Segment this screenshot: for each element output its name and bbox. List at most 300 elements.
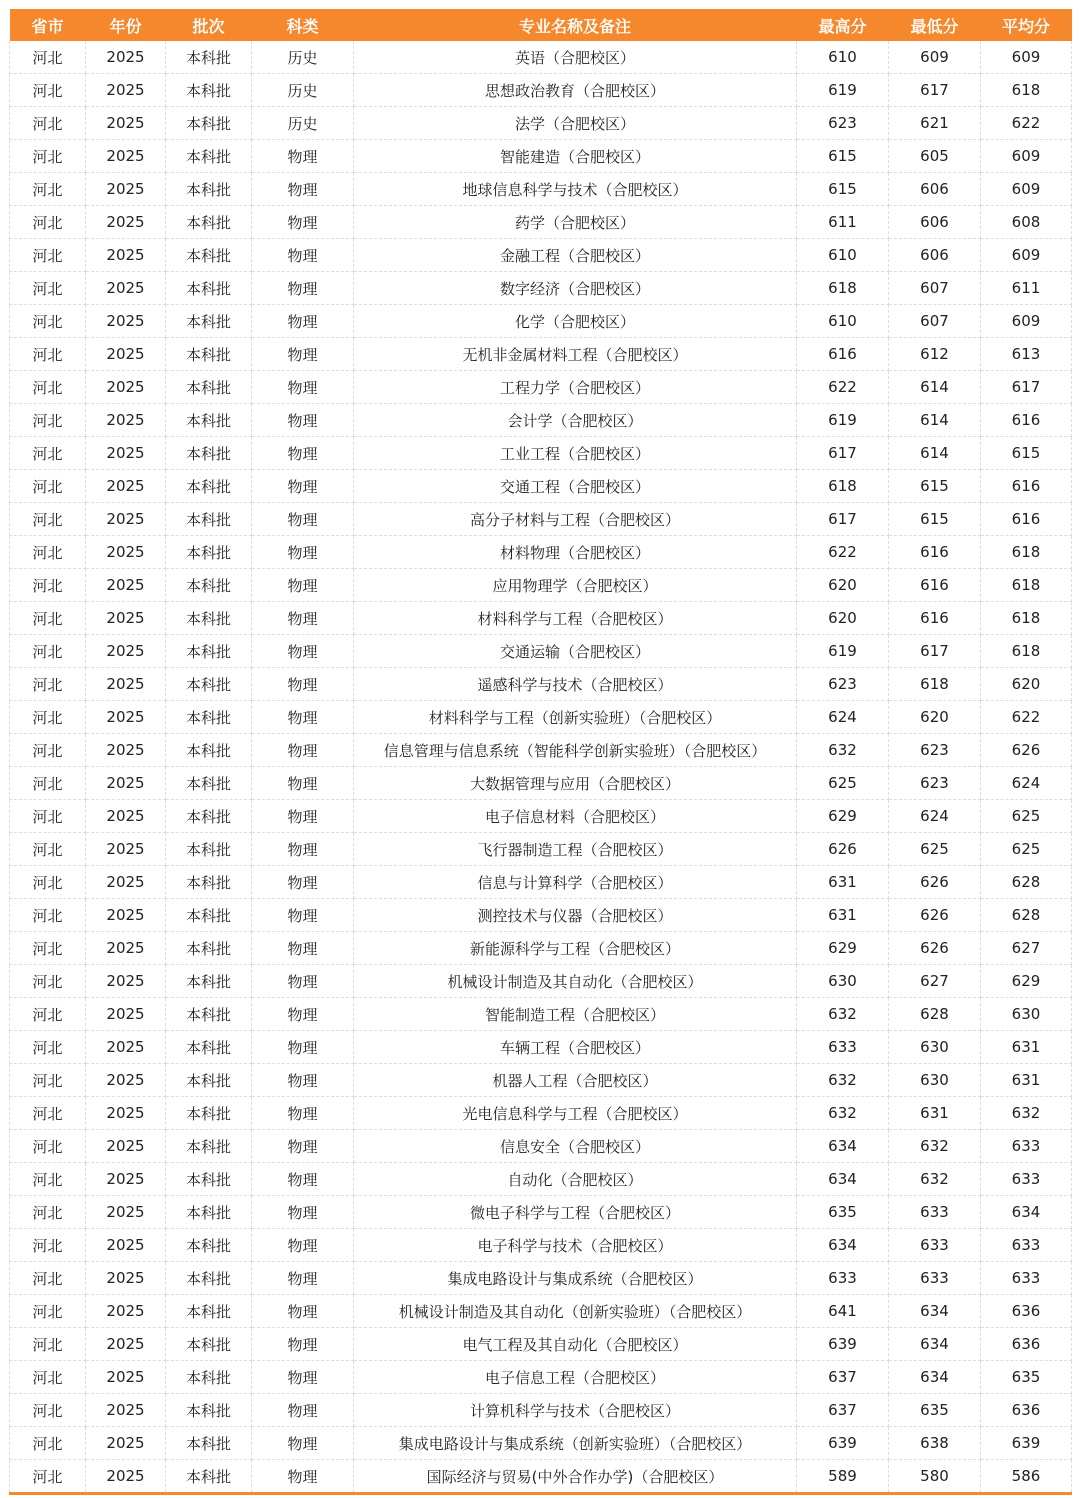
cell-major: 国际经济与贸易(中外合作办学)（合肥校区） [354, 1460, 797, 1494]
table-row [10, 1460, 1072, 1494]
cell-max-score: 631 [797, 866, 889, 899]
cell-province: 河北 [10, 701, 86, 734]
cell-major: 地球信息科学与技术（合肥校区） [354, 173, 797, 206]
cell-batch: 本科批 [166, 239, 252, 272]
cell-subject-type: 物理 [252, 173, 354, 206]
cell-year: 2025 [86, 1427, 166, 1460]
cell-max-score: 615 [797, 140, 889, 173]
cell-major: 智能制造工程（合肥校区） [354, 998, 797, 1031]
cell-min-score: 623 [889, 767, 981, 800]
cell-year: 2025 [86, 1031, 166, 1064]
cell-max-score: 617 [797, 503, 889, 536]
cell-province: 河北 [10, 404, 86, 437]
cell-province: 河北 [10, 1328, 86, 1361]
cell-batch: 本科批 [166, 1064, 252, 1097]
cell-major: 高分子材料与工程（合肥校区） [354, 503, 797, 536]
cell-major: 集成电路设计与集成系统（创新实验班）（合肥校区） [354, 1427, 797, 1460]
cell-year: 2025 [86, 206, 166, 239]
cell-max-score: 619 [797, 635, 889, 668]
cell-subject-type: 物理 [252, 800, 354, 833]
cell-avg-score: 618 [981, 536, 1072, 569]
cell-subject-type: 历史 [252, 41, 354, 74]
cell-min-score: 635 [889, 1394, 981, 1427]
cell-batch: 本科批 [166, 1295, 252, 1328]
cell-min-score: 628 [889, 998, 981, 1031]
table-row [10, 932, 1072, 965]
cell-major: 飞行器制造工程（合肥校区） [354, 833, 797, 866]
cell-batch: 本科批 [166, 305, 252, 338]
table-row [10, 140, 1072, 173]
cell-province: 河北 [10, 1295, 86, 1328]
cell-major: 新能源科学与工程（合肥校区） [354, 932, 797, 965]
cell-province: 河北 [10, 206, 86, 239]
table-row [10, 635, 1072, 668]
cell-major: 机械设计制造及其自动化（合肥校区） [354, 965, 797, 998]
cell-batch: 本科批 [166, 1130, 252, 1163]
cell-avg-score: 633 [981, 1262, 1072, 1295]
table-row [10, 866, 1072, 899]
cell-max-score: 610 [797, 239, 889, 272]
cell-min-score: 616 [889, 569, 981, 602]
cell-max-score: 616 [797, 338, 889, 371]
cell-min-score: 605 [889, 140, 981, 173]
cell-major: 思想政治教育（合肥校区） [354, 74, 797, 107]
cell-batch: 本科批 [166, 932, 252, 965]
cell-province: 河北 [10, 107, 86, 140]
table-row [10, 371, 1072, 404]
cell-year: 2025 [86, 866, 166, 899]
cell-province: 河北 [10, 800, 86, 833]
cell-min-score: 614 [889, 371, 981, 404]
cell-max-score: 629 [797, 932, 889, 965]
cell-avg-score: 626 [981, 734, 1072, 767]
cell-batch: 本科批 [166, 668, 252, 701]
table-row [10, 536, 1072, 569]
cell-province: 河北 [10, 371, 86, 404]
cell-year: 2025 [86, 668, 166, 701]
cell-avg-score: 620 [981, 668, 1072, 701]
table-row [10, 107, 1072, 140]
cell-subject-type: 物理 [252, 1229, 354, 1262]
cell-max-score: 641 [797, 1295, 889, 1328]
cell-avg-score: 622 [981, 107, 1072, 140]
cell-batch: 本科批 [166, 602, 252, 635]
cell-year: 2025 [86, 41, 166, 74]
cell-max-score: 639 [797, 1427, 889, 1460]
cell-year: 2025 [86, 173, 166, 206]
cell-batch: 本科批 [166, 800, 252, 833]
table-row [10, 1328, 1072, 1361]
cell-batch: 本科批 [166, 1163, 252, 1196]
admission-score-table [9, 9, 1072, 1495]
cell-subject-type: 物理 [252, 767, 354, 800]
cell-batch: 本科批 [166, 338, 252, 371]
cell-min-score: 634 [889, 1295, 981, 1328]
header-max-score: 最高分 [797, 9, 889, 41]
cell-max-score: 635 [797, 1196, 889, 1229]
header-year: 年份 [86, 9, 166, 41]
cell-batch: 本科批 [166, 173, 252, 206]
cell-major: 自动化（合肥校区） [354, 1163, 797, 1196]
cell-avg-score: 616 [981, 470, 1072, 503]
cell-subject-type: 物理 [252, 1196, 354, 1229]
cell-year: 2025 [86, 470, 166, 503]
cell-min-score: 606 [889, 206, 981, 239]
cell-max-score: 624 [797, 701, 889, 734]
table-row [10, 503, 1072, 536]
cell-batch: 本科批 [166, 635, 252, 668]
cell-province: 河北 [10, 1064, 86, 1097]
cell-max-score: 623 [797, 668, 889, 701]
cell-max-score: 619 [797, 74, 889, 107]
cell-year: 2025 [86, 503, 166, 536]
cell-min-score: 580 [889, 1460, 981, 1494]
cell-subject-type: 物理 [252, 1427, 354, 1460]
cell-province: 河北 [10, 305, 86, 338]
cell-subject-type: 物理 [252, 1328, 354, 1361]
cell-min-score: 617 [889, 74, 981, 107]
cell-batch: 本科批 [166, 470, 252, 503]
cell-max-score: 632 [797, 1064, 889, 1097]
cell-year: 2025 [86, 1460, 166, 1494]
cell-major: 遥感科学与技术（合肥校区） [354, 668, 797, 701]
cell-year: 2025 [86, 899, 166, 932]
cell-min-score: 632 [889, 1163, 981, 1196]
cell-province: 河北 [10, 1163, 86, 1196]
cell-year: 2025 [86, 1394, 166, 1427]
table-row [10, 1394, 1072, 1427]
table-row [10, 470, 1072, 503]
header-province: 省市 [10, 9, 86, 41]
cell-subject-type: 物理 [252, 1460, 354, 1494]
cell-subject-type: 物理 [252, 1064, 354, 1097]
cell-subject-type: 物理 [252, 635, 354, 668]
cell-major: 会计学（合肥校区） [354, 404, 797, 437]
cell-province: 河北 [10, 866, 86, 899]
table-row [10, 239, 1072, 272]
cell-max-score: 610 [797, 305, 889, 338]
table-row [10, 800, 1072, 833]
cell-subject-type: 物理 [252, 965, 354, 998]
cell-province: 河北 [10, 899, 86, 932]
cell-subject-type: 物理 [252, 536, 354, 569]
cell-min-score: 632 [889, 1130, 981, 1163]
cell-major: 无机非金属材料工程（合肥校区） [354, 338, 797, 371]
cell-major: 材料物理（合肥校区） [354, 536, 797, 569]
cell-year: 2025 [86, 140, 166, 173]
cell-subject-type: 物理 [252, 932, 354, 965]
table-row [10, 272, 1072, 305]
cell-batch: 本科批 [166, 833, 252, 866]
cell-province: 河北 [10, 1394, 86, 1427]
cell-major: 测控技术与仪器（合肥校区） [354, 899, 797, 932]
cell-year: 2025 [86, 1295, 166, 1328]
cell-province: 河北 [10, 668, 86, 701]
cell-min-score: 634 [889, 1361, 981, 1394]
cell-province: 河北 [10, 140, 86, 173]
cell-major: 电气工程及其自动化（合肥校区） [354, 1328, 797, 1361]
cell-province: 河北 [10, 1229, 86, 1262]
cell-province: 河北 [10, 1031, 86, 1064]
table-row [10, 602, 1072, 635]
cell-province: 河北 [10, 602, 86, 635]
table-row [10, 206, 1072, 239]
cell-batch: 本科批 [166, 965, 252, 998]
cell-min-score: 633 [889, 1229, 981, 1262]
cell-year: 2025 [86, 1097, 166, 1130]
cell-year: 2025 [86, 701, 166, 734]
cell-year: 2025 [86, 767, 166, 800]
cell-major: 数字经济（合肥校区） [354, 272, 797, 305]
cell-major: 微电子科学与工程（合肥校区） [354, 1196, 797, 1229]
table-row [10, 1097, 1072, 1130]
cell-province: 河北 [10, 569, 86, 602]
cell-max-score: 618 [797, 272, 889, 305]
cell-province: 河北 [10, 932, 86, 965]
cell-avg-score: 622 [981, 701, 1072, 734]
cell-subject-type: 物理 [252, 338, 354, 371]
cell-batch: 本科批 [166, 998, 252, 1031]
cell-max-score: 629 [797, 800, 889, 833]
cell-min-score: 624 [889, 800, 981, 833]
cell-avg-score: 611 [981, 272, 1072, 305]
cell-major: 光电信息科学与工程（合肥校区） [354, 1097, 797, 1130]
cell-avg-score: 609 [981, 239, 1072, 272]
cell-min-score: 631 [889, 1097, 981, 1130]
cell-subject-type: 物理 [252, 206, 354, 239]
cell-avg-score: 636 [981, 1295, 1072, 1328]
cell-major: 交通工程（合肥校区） [354, 470, 797, 503]
cell-max-score: 620 [797, 602, 889, 635]
cell-subject-type: 物理 [252, 437, 354, 470]
cell-avg-score: 617 [981, 371, 1072, 404]
cell-subject-type: 物理 [252, 1130, 354, 1163]
cell-subject-type: 物理 [252, 140, 354, 173]
cell-major: 计算机科学与技术（合肥校区） [354, 1394, 797, 1427]
cell-major: 工业工程（合肥校区） [354, 437, 797, 470]
cell-subject-type: 物理 [252, 1394, 354, 1427]
cell-batch: 本科批 [166, 1196, 252, 1229]
table-row [10, 1229, 1072, 1262]
cell-max-score: 633 [797, 1031, 889, 1064]
cell-max-score: 618 [797, 470, 889, 503]
cell-province: 河北 [10, 470, 86, 503]
cell-subject-type: 物理 [252, 1163, 354, 1196]
cell-province: 河北 [10, 536, 86, 569]
cell-major: 大数据管理与应用（合肥校区） [354, 767, 797, 800]
cell-batch: 本科批 [166, 404, 252, 437]
cell-avg-score: 616 [981, 503, 1072, 536]
cell-batch: 本科批 [166, 206, 252, 239]
cell-avg-score: 609 [981, 305, 1072, 338]
cell-province: 河北 [10, 1460, 86, 1494]
header-subject-type: 科类 [252, 9, 354, 41]
cell-avg-score: 615 [981, 437, 1072, 470]
cell-year: 2025 [86, 1130, 166, 1163]
cell-max-score: 637 [797, 1394, 889, 1427]
cell-max-score: 626 [797, 833, 889, 866]
table-row [10, 569, 1072, 602]
cell-major: 应用物理学（合肥校区） [354, 569, 797, 602]
cell-max-score: 623 [797, 107, 889, 140]
cell-year: 2025 [86, 800, 166, 833]
cell-batch: 本科批 [166, 41, 252, 74]
cell-year: 2025 [86, 635, 166, 668]
cell-min-score: 621 [889, 107, 981, 140]
table-row [10, 1163, 1072, 1196]
cell-avg-score: 608 [981, 206, 1072, 239]
cell-year: 2025 [86, 1229, 166, 1262]
cell-major: 工程力学（合肥校区） [354, 371, 797, 404]
table-body [10, 41, 1072, 1494]
table-row [10, 767, 1072, 800]
cell-max-score: 610 [797, 41, 889, 74]
table-row [10, 1196, 1072, 1229]
cell-min-score: 633 [889, 1196, 981, 1229]
cell-province: 河北 [10, 635, 86, 668]
cell-max-score: 632 [797, 1097, 889, 1130]
cell-batch: 本科批 [166, 503, 252, 536]
cell-min-score: 630 [889, 1031, 981, 1064]
cell-min-score: 625 [889, 833, 981, 866]
cell-batch: 本科批 [166, 1394, 252, 1427]
cell-avg-score: 613 [981, 338, 1072, 371]
cell-province: 河北 [10, 74, 86, 107]
cell-min-score: 638 [889, 1427, 981, 1460]
cell-batch: 本科批 [166, 1427, 252, 1460]
cell-batch: 本科批 [166, 701, 252, 734]
cell-major: 化学（合肥校区） [354, 305, 797, 338]
cell-avg-score: 636 [981, 1328, 1072, 1361]
cell-year: 2025 [86, 1361, 166, 1394]
cell-year: 2025 [86, 74, 166, 107]
table-row [10, 1295, 1072, 1328]
cell-province: 河北 [10, 1097, 86, 1130]
table-row [10, 1031, 1072, 1064]
cell-avg-score: 639 [981, 1427, 1072, 1460]
cell-major: 英语（合肥校区） [354, 41, 797, 74]
cell-year: 2025 [86, 965, 166, 998]
cell-major: 金融工程（合肥校区） [354, 239, 797, 272]
cell-batch: 本科批 [166, 899, 252, 932]
cell-year: 2025 [86, 569, 166, 602]
cell-batch: 本科批 [166, 569, 252, 602]
cell-province: 河北 [10, 734, 86, 767]
cell-subject-type: 物理 [252, 998, 354, 1031]
cell-min-score: 616 [889, 536, 981, 569]
cell-year: 2025 [86, 536, 166, 569]
score-table-wrapper [9, 9, 1071, 1495]
cell-major: 信息安全（合肥校区） [354, 1130, 797, 1163]
table-row [10, 1262, 1072, 1295]
cell-avg-score: 628 [981, 866, 1072, 899]
table-row [10, 965, 1072, 998]
cell-avg-score: 586 [981, 1460, 1072, 1494]
cell-major: 集成电路设计与集成系统（合肥校区） [354, 1262, 797, 1295]
cell-subject-type: 物理 [252, 239, 354, 272]
cell-max-score: 615 [797, 173, 889, 206]
cell-max-score: 622 [797, 536, 889, 569]
cell-year: 2025 [86, 1262, 166, 1295]
cell-batch: 本科批 [166, 734, 252, 767]
cell-subject-type: 物理 [252, 1031, 354, 1064]
cell-year: 2025 [86, 1064, 166, 1097]
cell-min-score: 617 [889, 635, 981, 668]
cell-batch: 本科批 [166, 536, 252, 569]
cell-major: 电子信息材料（合肥校区） [354, 800, 797, 833]
cell-subject-type: 物理 [252, 1097, 354, 1130]
cell-subject-type: 历史 [252, 107, 354, 140]
cell-avg-score: 631 [981, 1064, 1072, 1097]
cell-year: 2025 [86, 404, 166, 437]
table-row [10, 74, 1072, 107]
cell-batch: 本科批 [166, 866, 252, 899]
cell-year: 2025 [86, 272, 166, 305]
cell-batch: 本科批 [166, 767, 252, 800]
cell-province: 河北 [10, 272, 86, 305]
table-header-row [10, 9, 1072, 41]
cell-year: 2025 [86, 833, 166, 866]
cell-min-score: 626 [889, 932, 981, 965]
cell-subject-type: 物理 [252, 503, 354, 536]
cell-avg-score: 628 [981, 899, 1072, 932]
cell-max-score: 634 [797, 1163, 889, 1196]
cell-avg-score: 632 [981, 1097, 1072, 1130]
cell-year: 2025 [86, 371, 166, 404]
cell-batch: 本科批 [166, 107, 252, 140]
table-row [10, 437, 1072, 470]
cell-batch: 本科批 [166, 74, 252, 107]
cell-major: 药学（合肥校区） [354, 206, 797, 239]
cell-avg-score: 633 [981, 1163, 1072, 1196]
cell-batch: 本科批 [166, 1262, 252, 1295]
cell-province: 河北 [10, 965, 86, 998]
cell-province: 河北 [10, 338, 86, 371]
cell-major: 法学（合肥校区） [354, 107, 797, 140]
cell-max-score: 639 [797, 1328, 889, 1361]
table-row [10, 833, 1072, 866]
table-row [10, 734, 1072, 767]
cell-max-score: 630 [797, 965, 889, 998]
cell-avg-score: 630 [981, 998, 1072, 1031]
cell-max-score: 632 [797, 734, 889, 767]
cell-avg-score: 618 [981, 74, 1072, 107]
cell-year: 2025 [86, 932, 166, 965]
cell-subject-type: 物理 [252, 305, 354, 338]
header-batch: 批次 [166, 9, 252, 41]
cell-province: 河北 [10, 1196, 86, 1229]
cell-max-score: 634 [797, 1130, 889, 1163]
cell-min-score: 620 [889, 701, 981, 734]
cell-subject-type: 历史 [252, 74, 354, 107]
cell-province: 河北 [10, 998, 86, 1031]
cell-batch: 本科批 [166, 140, 252, 173]
header-avg-score: 平均分 [981, 9, 1072, 41]
cell-major: 智能建造（合肥校区） [354, 140, 797, 173]
cell-province: 河北 [10, 173, 86, 206]
table-row [10, 173, 1072, 206]
cell-avg-score: 636 [981, 1394, 1072, 1427]
cell-batch: 本科批 [166, 1460, 252, 1494]
cell-major: 材料科学与工程（创新实验班）（合肥校区） [354, 701, 797, 734]
cell-max-score: 634 [797, 1229, 889, 1262]
cell-avg-score: 618 [981, 602, 1072, 635]
cell-min-score: 609 [889, 41, 981, 74]
cell-subject-type: 物理 [252, 371, 354, 404]
table-row [10, 1130, 1072, 1163]
cell-max-score: 611 [797, 206, 889, 239]
cell-min-score: 615 [889, 503, 981, 536]
